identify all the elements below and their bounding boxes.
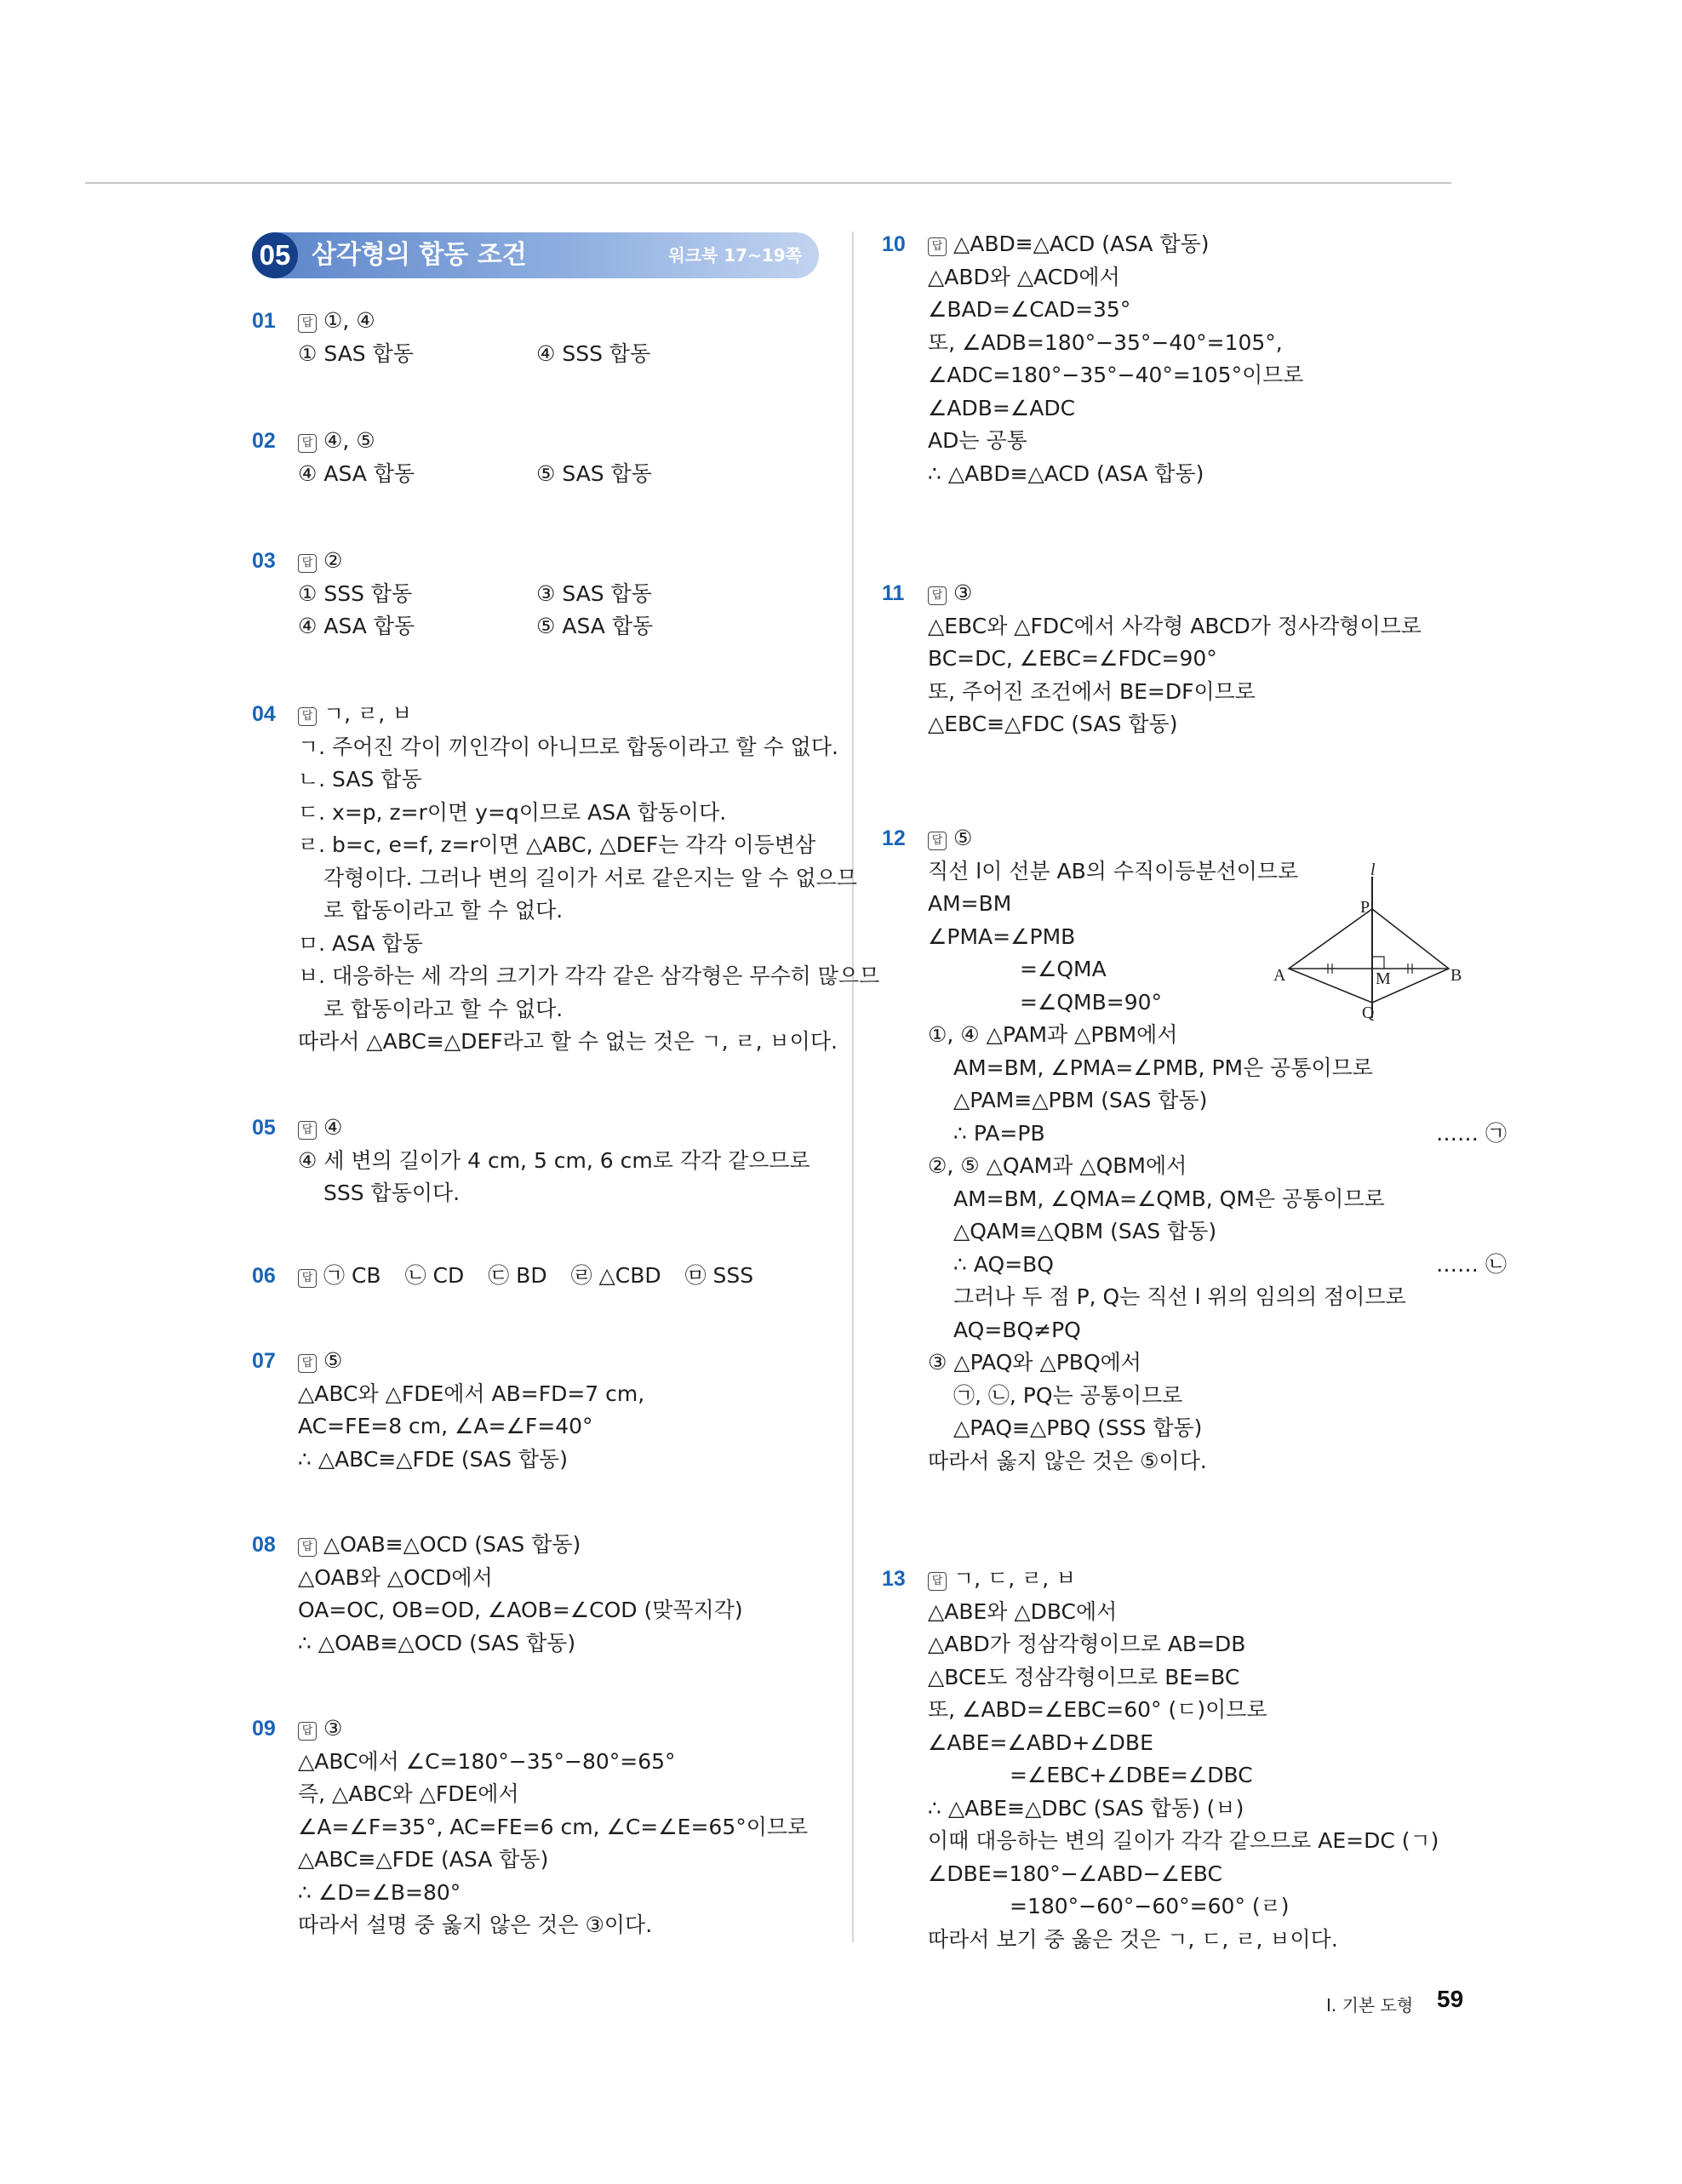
answer-part: ㉣ △CBD xyxy=(570,1263,661,1288)
answer: ③ xyxy=(323,1716,343,1741)
answer-badge-icon: 답 xyxy=(298,554,317,573)
explanation-line: ③ SAS 합동 xyxy=(536,580,652,606)
conclusion-line: 따라서 설명 중 옳지 않은 것은 ③이다. xyxy=(298,1912,653,1937)
explanation-line: ㄴ. SAS 합동 xyxy=(298,767,422,792)
explanation-line: 또, ∠ADB=180°−35°−40°=105°, xyxy=(928,329,1283,355)
explanation-line: △ABC와 △FDE에서 AB=FD=7 cm, xyxy=(298,1381,645,1406)
problem-number: 03 xyxy=(252,549,276,573)
explanation-line: ∠ADC=180°−35°−40°=105°이므로 xyxy=(928,363,1304,387)
answer-badge-icon: 답 xyxy=(298,1538,317,1557)
explanation-line: ㄹ. b=c, e=f, z=r이면 △ABC, △DEF는 각각 이등변삼 xyxy=(298,832,816,857)
problem-number: 10 xyxy=(882,232,906,256)
column-divider xyxy=(852,232,854,1942)
explanation-line: ∴ ∠D=∠B=80° xyxy=(298,1879,461,1905)
answer-badge-icon: 답 xyxy=(298,707,317,726)
answer-badge-icon: 답 xyxy=(298,1121,317,1140)
explanation-line: ①, ④ △PAM과 △PBM에서 xyxy=(928,1022,1178,1047)
explanation-line: △ABE와 △DBC에서 xyxy=(928,1598,1118,1624)
conclusion-line: 따라서 △ABC≡△DEF라고 할 수 없는 것은 ㄱ, ㄹ, ㅂ이다. xyxy=(298,1029,838,1054)
answer-badge-icon: 답 xyxy=(298,1354,317,1373)
label-P: P xyxy=(1360,898,1370,917)
reference-mark: …… ㉠ xyxy=(1436,1120,1507,1146)
explanation-line: △PAQ≡△PBQ (SSS 합동) xyxy=(953,1415,1203,1440)
explanation-line: △BCE도 정삼각형이므로 BE=BC xyxy=(928,1664,1240,1689)
answer-part: ㉡ CD xyxy=(404,1263,465,1288)
explanation-line: AD는 공통 xyxy=(928,428,1027,453)
label-A: A xyxy=(1273,966,1286,985)
right-angle-mark xyxy=(1372,957,1384,969)
answer: ③ xyxy=(953,580,973,605)
explanation-line: 그러나 두 점 P, Q는 직선 l 위의 임의의 점이므로 xyxy=(953,1284,1406,1309)
label-l: l xyxy=(1370,860,1376,879)
answer-badge-icon: 답 xyxy=(928,832,947,850)
top-rule xyxy=(85,182,1451,184)
explanation-line: ∴ AQ=BQ xyxy=(953,1251,1054,1277)
quadrilateral-APBQ xyxy=(1289,909,1449,1003)
explanation-line: ① SSS 합동 xyxy=(298,580,413,606)
problem-number: 07 xyxy=(252,1349,276,1373)
problem-number: 11 xyxy=(882,581,905,605)
problem-number: 08 xyxy=(252,1533,276,1557)
explanation-line: △PAM≡△PBM (SAS 합동) xyxy=(953,1088,1208,1112)
problem-number: 02 xyxy=(252,429,276,453)
answer-badge-icon: 답 xyxy=(928,1572,947,1591)
explanation-line: ∠BAD=∠CAD=35° xyxy=(928,297,1131,322)
conclusion-line: ∴ △OAB≡△OCD (SAS 합동) xyxy=(298,1630,576,1655)
answer: ④, ⑤ xyxy=(323,428,375,453)
answer-badge-icon: 답 xyxy=(298,1269,317,1288)
answer: ㄱ, ㄹ, ㅂ xyxy=(323,701,413,726)
section-header xyxy=(252,232,819,278)
explanation-line: ③ △PAQ와 △PBQ에서 xyxy=(928,1350,1141,1375)
answer: ② xyxy=(323,548,343,573)
answer-badge-icon: 답 xyxy=(298,1722,317,1741)
conclusion-line: 따라서 보기 중 옳은 것은 ㄱ, ㄷ, ㄹ, ㅂ이다. xyxy=(928,1926,1338,1952)
reference-mark: …… ㉡ xyxy=(1436,1251,1507,1277)
footer-section-label: I. 기본 도형 xyxy=(1326,1995,1414,2015)
answer-part: ㉤ SSS xyxy=(684,1263,754,1288)
explanation-line: ⑤ ASA 합동 xyxy=(536,614,654,638)
page-number: 59 xyxy=(1437,1986,1464,2012)
explanation-line: ㄷ. x=p, z=r이면 y=q이므로 ASA 합동이다. xyxy=(298,799,727,825)
label-M: M xyxy=(1376,969,1391,988)
problem-number: 09 xyxy=(252,1717,276,1741)
explanation-line: 로 합동이라고 할 수 없다. xyxy=(323,898,564,923)
explanation-line: ① SAS 합동 xyxy=(298,340,414,366)
explanation-line: AM=BM, ∠QMA=∠QMB, QM은 공통이므로 xyxy=(953,1186,1385,1211)
conclusion-line: ∴ △ABC≡△FDE (SAS 합동) xyxy=(298,1446,568,1472)
explanation-line: 이때 대응하는 변의 길이가 각각 같으므로 AE=DC (ㄱ) xyxy=(928,1828,1439,1853)
answer: ㄱ, ㄷ, ㄹ, ㅂ xyxy=(953,1566,1077,1591)
explanation-line: ∠DBE=180°−∠ABD−∠EBC xyxy=(928,1861,1222,1886)
answer-badge-icon: 답 xyxy=(298,314,317,333)
answer-badge-icon: 답 xyxy=(928,586,947,605)
explanation-line: ∠PMA=∠PMB xyxy=(928,923,1076,949)
explanation-line: 직선 l이 선분 AB의 수직이등분선이므로 xyxy=(928,858,1299,883)
problem-number: 04 xyxy=(252,702,276,726)
explanation-line: ④ SSS 합동 xyxy=(536,340,651,366)
explanation-line: AQ=BQ≠PQ xyxy=(953,1317,1081,1342)
explanation-line: △ABD와 △ACD에서 xyxy=(928,264,1120,289)
explanation-line: 로 합동이라고 할 수 없다. xyxy=(323,996,564,1021)
explanation-line: △OAB와 △OCD에서 xyxy=(298,1564,493,1590)
explanation-line: ④ ASA 합동 xyxy=(298,614,415,638)
label-B: B xyxy=(1450,966,1462,985)
explanation-line: ∠ADB=∠ADC xyxy=(928,395,1076,420)
label-Q: Q xyxy=(1362,1003,1375,1021)
conclusion-line: 따라서 옳지 않은 것은 ⑤이다. xyxy=(928,1448,1207,1473)
explanation-line: ⑤ SAS 합동 xyxy=(536,460,652,486)
section-title: 삼각형의 합동 조건 xyxy=(312,240,527,270)
answer-badge-icon: 답 xyxy=(298,434,317,453)
explanation-line: △ABC≡△FDE (ASA 합동) xyxy=(298,1847,549,1872)
perpendicular-bisector-figure xyxy=(1272,851,1464,1021)
conclusion-line: ∴ △ABD≡△ACD (ASA 합동) xyxy=(928,460,1204,486)
explanation-line: =∠EBC+∠DBE=∠DBC xyxy=(1010,1763,1253,1787)
explanation-line: =∠QMA xyxy=(1020,957,1107,981)
answer: △OAB≡△OCD (SAS 합동) xyxy=(323,1532,581,1557)
explanation-line: 즉, △ABC와 △FDE에서 xyxy=(298,1781,519,1806)
answer-part: ㉠ CB xyxy=(323,1263,381,1288)
explanation-line: ㅂ. 대응하는 세 각의 크기가 각각 같은 삼각형은 무수히 많으므 xyxy=(298,963,880,988)
workbook-reference: 워크북 17~19쪽 xyxy=(668,245,802,266)
explanation-line: △QAM≡△QBM (SAS 합동) xyxy=(953,1219,1217,1244)
problem-number: 13 xyxy=(882,1567,906,1591)
explanation-line: ∠ABE=∠ABD+∠DBE xyxy=(928,1729,1153,1755)
explanation-line: ④ ASA 합동 xyxy=(298,460,415,486)
explanation-line: △ABC에서 ∠C=180°−35°−80°=65° xyxy=(298,1748,676,1774)
answer: ④ xyxy=(323,1115,343,1140)
explanation-line: OA=OC, OB=OD, ∠AOB=∠COD (맞꼭지각) xyxy=(298,1598,743,1622)
answer-part: ㉢ BD xyxy=(488,1263,547,1288)
answer-badge-icon: 답 xyxy=(928,237,947,256)
explanation-line: ∠A=∠F=35°, AC=FE=6 cm, ∠C=∠E=65°이므로 xyxy=(298,1814,809,1839)
explanation-line: BC=DC, ∠EBC=∠FDC=90° xyxy=(928,646,1217,671)
answer: ①, ④ xyxy=(323,308,375,333)
explanation-line: AC=FE=8 cm, ∠A=∠F=40° xyxy=(298,1414,593,1438)
explanation-line: ∴ PA=PB xyxy=(953,1120,1045,1146)
answer: △ABD≡△ACD (ASA 합동) xyxy=(953,232,1210,256)
explanation-line: AM=BM, ∠PMA=∠PMB, PM은 공통이므로 xyxy=(953,1055,1373,1080)
conclusion-line: △EBC≡△FDC (SAS 합동) xyxy=(928,712,1178,736)
answer: ⑤ xyxy=(323,1348,343,1373)
explanation-line: ∴ △ABE≡△DBC (SAS 합동) (ㅂ) xyxy=(928,1795,1244,1821)
problem-number: 01 xyxy=(252,309,276,333)
explanation-line: 또, 주어진 조건에서 BE=DF이므로 xyxy=(928,678,1256,704)
explanation-line: 또, ∠ABD=∠EBC=60° (ㄷ)이므로 xyxy=(928,1697,1267,1722)
explanation-line: ㅁ. ASA 합동 xyxy=(298,930,423,956)
problem-number: 12 xyxy=(882,826,906,850)
problem-number: 05 xyxy=(252,1116,276,1140)
explanation-line: ④ 세 변의 길이가 4 cm, 5 cm, 6 cm로 각각 같으므로 xyxy=(298,1147,810,1173)
problem-number: 06 xyxy=(252,1264,276,1288)
explanation-line: 각형이다. 그러나 변의 길이가 서로 같은지는 알 수 없으므 xyxy=(323,865,857,890)
section-number: 05 xyxy=(252,232,298,278)
explanation-line: AM=BM xyxy=(928,891,1012,916)
explanation-line: =180°−60°−60°=60° (ㄹ) xyxy=(1010,1894,1290,1918)
explanation-line: △ABD가 정삼각형이므로 AB=DB xyxy=(928,1632,1246,1656)
explanation-line: SSS 합동이다. xyxy=(323,1181,461,1205)
explanation-line: =∠QMB=90° xyxy=(1020,989,1163,1015)
explanation-line: ㄱ. 주어진 각이 끼인각이 아니므로 합동이라고 할 수 없다. xyxy=(298,734,838,759)
explanation-line: ②, ⑤ △QAM과 △QBM에서 xyxy=(928,1153,1187,1178)
explanation-line: ㉠, ㉡, PQ는 공통이므로 xyxy=(953,1382,1183,1408)
answer: ⑤ xyxy=(953,826,973,850)
explanation-line: △EBC와 △FDC에서 사각형 ABCD가 정사각형이므로 xyxy=(928,613,1422,638)
